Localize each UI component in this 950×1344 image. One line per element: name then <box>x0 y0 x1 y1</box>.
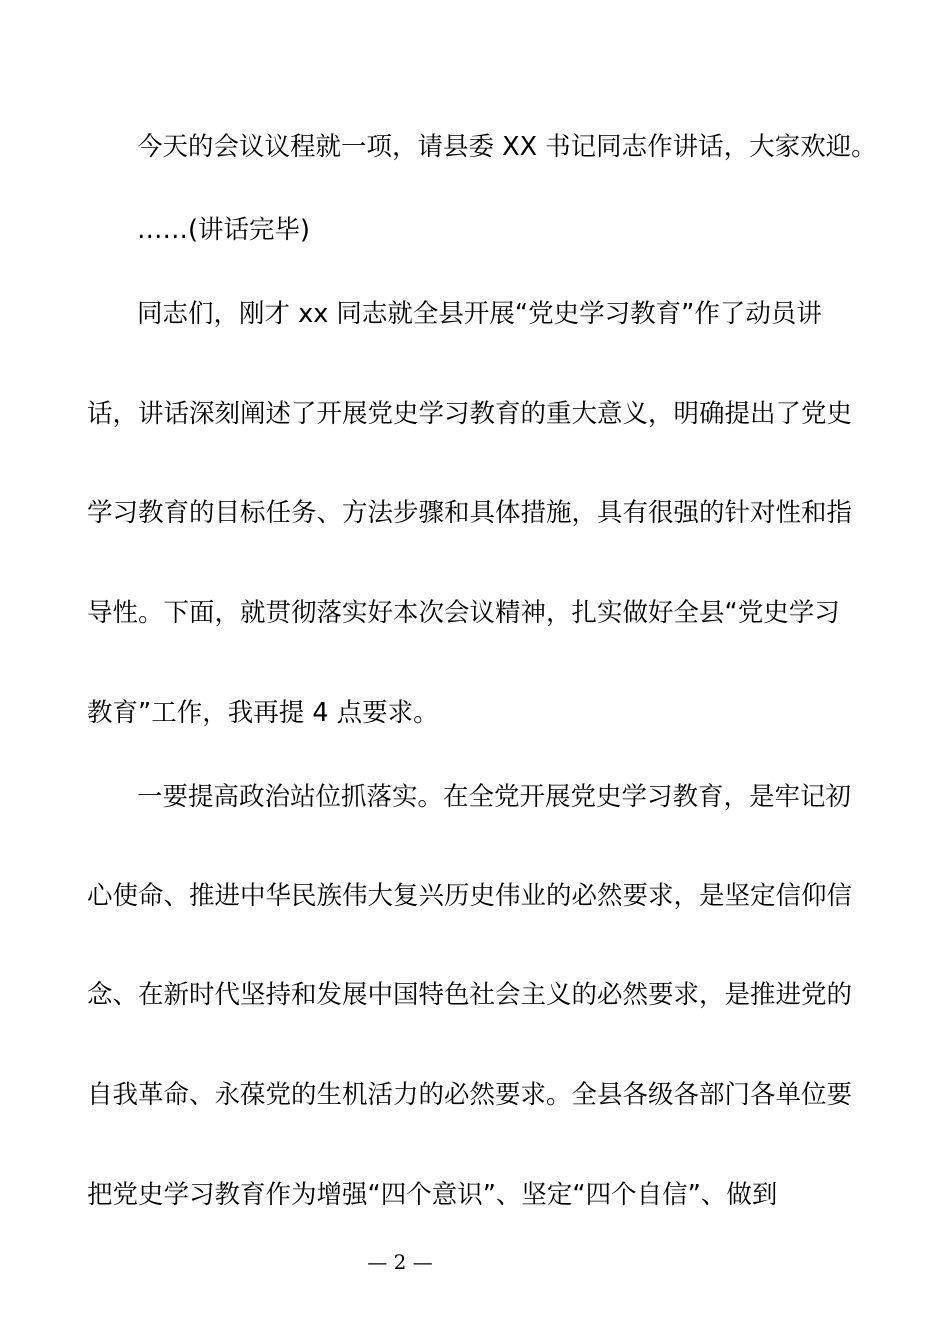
paragraph-line: ……(讲话完毕) <box>137 215 310 245</box>
paragraph-line: 把党史学习教育作为增强“四个意识”、坚定“四个自信”、做到 <box>87 1180 778 1210</box>
paragraph-line: 话，讲话深刻阐述了开展党史学习教育的重大意义，明确提出了党史 <box>87 399 853 429</box>
page-number: — 2 — <box>367 1250 433 1274</box>
paragraph-line: 念、在新时代坚持和发展中国特色社会主义的必然要求，是推进党的 <box>87 980 853 1010</box>
paragraph-line: 教育”工作，我再提 4 点要求。 <box>87 698 439 728</box>
paragraph-line: 今天的会议议程就一项，请县委 XX 书记同志作讲话，大家欢迎。 <box>137 132 877 162</box>
paragraph-line: 同志们，刚才 xx 同志就全县开展“党史学习教育”作了动员讲 <box>137 299 822 329</box>
paragraph-line: 一要提高政治站位抓落实。在全党开展党史学习教育，是牢记初 <box>137 782 852 812</box>
paragraph-line: 学习教育的目标任务、方法步骤和具体措施，具有很强的针对性和指 <box>87 498 853 528</box>
paragraph-line: 导性。下面，就贯彻落实好本次会议精神，扎实做好全县“党史学习 <box>87 598 840 628</box>
paragraph-line: 心使命、推进中华民族伟大复兴历史伟业的必然要求，是坚定信仰信 <box>87 881 853 911</box>
paragraph-line: 自我革命、永葆党的生机活力的必然要求。全县各级各部门各单位要 <box>87 1080 853 1110</box>
